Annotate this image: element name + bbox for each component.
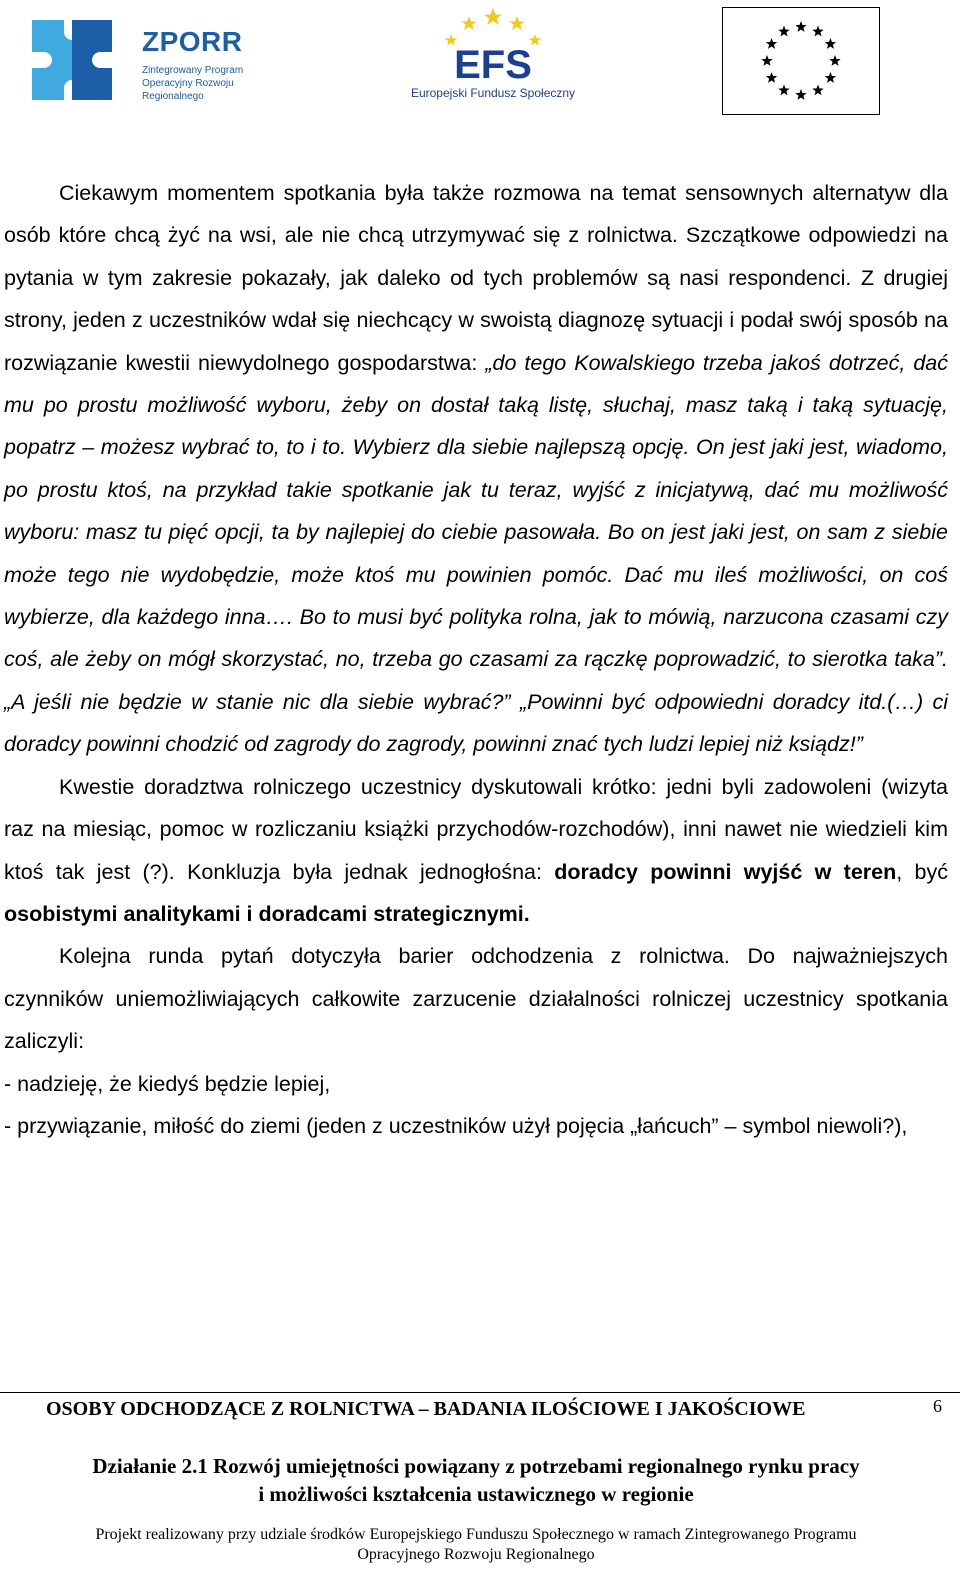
paragraph-1-quote: „do tego Kowalskiego trzeba jakoś dotrzeć, dać mu po prostu możliwość wyboru, żeby on dostał taką listę, słuchaj, masz taką i taką sytuację, popatrz – możesz wybrać to, to i to. Wybierz dla siebie najlepszą opcję. On jest jaki jest, wiadomo, po prostu ktoś, na przykład takie spotkanie jak tu teraz, wyjść z inicjatywą, dać mu możliwość wyboru: masz tu pięć opcji, ta by najlepiej do ciebie pasowała. Bo on jest jaki jest, on sam z siebie może tego nie wydobędzie, może ktoś mu powinien pomóc. Dać mu ileś możliwości, on coś wybierze, dla każdego inna…. Bo to musi być polityka rolna, jak to mówią, narzucona czasami czy coś, ale żeby on mógł skorzystać, no, trzeba go czasami za rączkę poprowadzić, to sierotka taka”. „A jeśli nie będzie w stanie nic dla siebie wybrać?” „Powinni być odpowiedni doradcy itd.(…) ci doradcy powinni chodzić od zagrody do zagrody, powinni znać tych ludzi lepiej niż ksiądz!” (4, 350, 948, 757)
eu-star (812, 84, 823, 95)
eu-star (825, 72, 836, 83)
efs-caption: Europejski Fundusz Społeczny (410, 86, 576, 100)
eu-star (829, 55, 840, 66)
footer-project-line-2: Opracyjnego Rozwoju Regionalnego (357, 1546, 595, 1563)
eu-star (761, 55, 772, 66)
header-logos (0, 0, 960, 130)
eu-stars-icon (723, 8, 879, 114)
list-item: - nadzieję, że kiedyś będzie lepiej, (4, 1071, 331, 1096)
list-item: - przywiązanie, miłość do ziemi (jeden z uczestników użył pojęcia „łańcuch” – symbol niewoli?), (4, 1113, 908, 1138)
eu-star (766, 38, 777, 49)
eu-flag (722, 7, 880, 115)
paragraph-2-bold-1: doradcy powinni wyjść w teren (554, 859, 897, 884)
paragraph-1 (4, 172, 948, 766)
paragraph-3: Kolejna runda pytań dotyczyła barier odchodzenia z rolnictwa. Do najważniejszych czynników uniemożliwiających całkowite zarzucenie działalności rolniczej uczestnicy spotkania zaliczyli: (4, 944, 948, 1054)
paragraph-2-bold-2: osobistymi analitykami i doradcami strategicznymi. (4, 901, 530, 926)
eu-star (795, 89, 806, 100)
footer-project (0, 1525, 952, 1565)
eu-star (766, 72, 777, 83)
efs-stars-icon (433, 6, 553, 84)
puzzle-icon (24, 12, 120, 108)
page-number: 6 (933, 1396, 942, 1416)
paragraph-2-text: Kwestie doradztwa rolniczego uczestnicy dyskutowali krótko: jedni byli zadowoleni (wizyta raz na miesiąc, pomoc w rozliczaniu książki przychodów-rozchodów), inni nawet nie wiedzieli kim ktoś tak jest (?). Konkluzja była jednak jednogłośna: (4, 774, 948, 884)
eu-star (778, 26, 789, 37)
main-text (4, 172, 948, 1147)
footer-action-line-1: Działanie 2.1 Rozwój umiejętności powiązany z potrzebami regionalnego rynku pracy (92, 1454, 860, 1478)
eu-star (778, 84, 789, 95)
footer-divider (0, 1392, 960, 1393)
zporr-subtitle: Zintegrowany Program Operacyjny Rozwoju Regionalnego (142, 65, 244, 102)
footer-action-line-2: i możliwości kształcenia ustawicznego w regionie (258, 1482, 694, 1506)
footer-project-line-1: Projekt realizowany przy udziale środków Europejskiego Funduszu Społecznego w ramach Zintegrowanego Programu (95, 1526, 857, 1543)
eu-star (812, 26, 823, 37)
efs-letters: EFS (454, 43, 532, 84)
paragraph-1-intro: Ciekawym momentem spotkania była także rozmowa na temat sensownych alternatyw dla osób które chcą żyć na wsi, ale nie chcą utrzymywać się z rolnictwa. Szczątkowe odpowiedzi na pytania w tym zakresie pokazały, jak daleko od tych problemów są nasi respondenci. Z drugiej strony, jeden z uczestników wdał się niechcący w swoistą diagnozę sytuacji i podał swój sposób na rozwiązanie kwestii niewydolnego gospodarstwa: (4, 181, 948, 375)
paragraph-2-join: , być (896, 859, 948, 884)
footer-title: OSOBY ODCHODZĄCE Z ROLNICTWA – BADANIA ILOŚCIOWE I JAKOŚCIOWE (46, 1398, 806, 1420)
footer-action (0, 1452, 952, 1508)
zporr-name: ZPORR (142, 26, 243, 57)
eu-star (795, 21, 806, 32)
zporr-logo (24, 12, 264, 108)
efs-logo (398, 6, 588, 116)
paragraph-2 (4, 766, 948, 936)
eu-star (825, 38, 836, 49)
